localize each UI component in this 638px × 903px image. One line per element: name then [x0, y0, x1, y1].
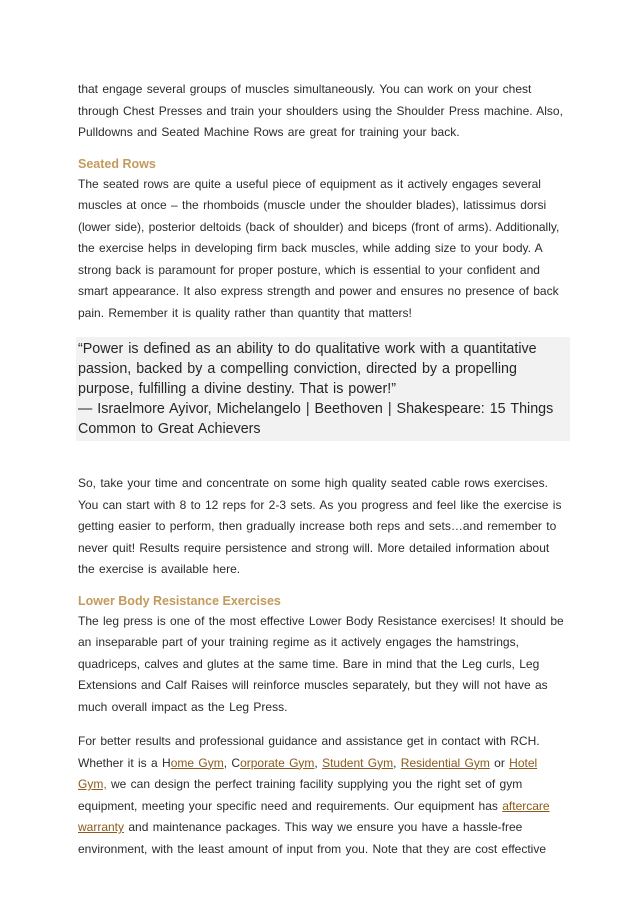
student-gym-link[interactable]: Student Gym [322, 755, 394, 770]
seated-rows-heading: Seated Rows [78, 156, 156, 171]
quote-block [76, 337, 570, 441]
closing-tail-text: and maintenance packages. This way we ensure you have a hassle-free environment, with the least amount of input from you. Note that they are cost effective [78, 820, 547, 856]
separator-text: , [393, 755, 401, 770]
quote-attribution: — Israelmore Ayivor, Michelangelo | Beethoven | Shakespeare: 15 Things Common to Great Achievers [78, 401, 554, 437]
lower-body-paragraph: The leg press is one of the most effective Lower Body Resistance exercises! It should be an inseparable part of your training regime as it actively engages the hamstrings, quadriceps, calves and glutes at the same time. Bare in mind that the Leg curls, Leg Extensions and Calf Raises will reinforce muscles separately, but they will not have as much overall impact as the Leg Press. [78, 613, 564, 714]
quote-text: “Power is defined as an ability to do qualitative work with a quantitative passion, backed by a compelling conviction, directed by a propelling purpose, fulfilling a divine destiny. That is power!” [78, 341, 537, 397]
closing-lead-text: For better results and professional guidance and assistance get in contact with RCH. Whether it is a [78, 734, 540, 770]
document-page [78, 79, 564, 860]
residential-gym-link[interactable]: Residential Gym [400, 755, 490, 770]
separator-text: or [489, 755, 510, 770]
home-gym-letter: H [162, 755, 171, 770]
separator-text: , [314, 755, 323, 770]
separator-text: , C [223, 755, 241, 770]
corporate-gym-link[interactable]: orporate Gym [240, 755, 315, 770]
closing-middle-text: we can design the perfect training facility supplying you the right set of gym equipment, meeting your specific need and requirements. Our equipment has [78, 777, 523, 813]
hotel-gym-link[interactable]: Hotel Gym, [78, 755, 538, 791]
cable-rows-paragraph: So, take your time and concentrate on some high quality seated cable rows exercises. You can start with 8 to 12 reps for 2-3 sets. As you progress and feel like the exercise is getting easier to perform, then gradually increase both reps and sets…and remember to never quit! Results require persistence and strong will. More detailed information about the exercise is available here. [78, 476, 562, 576]
aftercare-warranty-link[interactable]: aftercare warranty [78, 798, 550, 834]
intro-paragraph: that engage several groups of muscles simultaneously. You can work on your chest through Chest Presses and train your shoulders using the Shoulder Press machine. Also, Pulldowns and Seated Machine Rows are great for training your back. [78, 82, 563, 139]
lower-body-heading: Lower Body Resistance Exercises [78, 593, 281, 608]
home-gym-link[interactable]: ome Gym [170, 755, 224, 770]
seated-rows-paragraph: The seated rows are quite a useful piece of equipment as it actively engages several muscles at once – the rhomboids (muscle under the shoulder blades), latissimus dorsi (lower side), posterior deltoids (back of shoulder) and biceps (front of arms). Additionally, the exercise helps in developing firm back muscles, while adding size to your body. A strong back is paramount for proper posture, which is essential to your confident and smart appearance. It also express strength and power and ensures no presence of back pain. Remember it is quality rather than quantity that matters! [78, 176, 560, 320]
closing-paragraph [78, 731, 564, 860]
